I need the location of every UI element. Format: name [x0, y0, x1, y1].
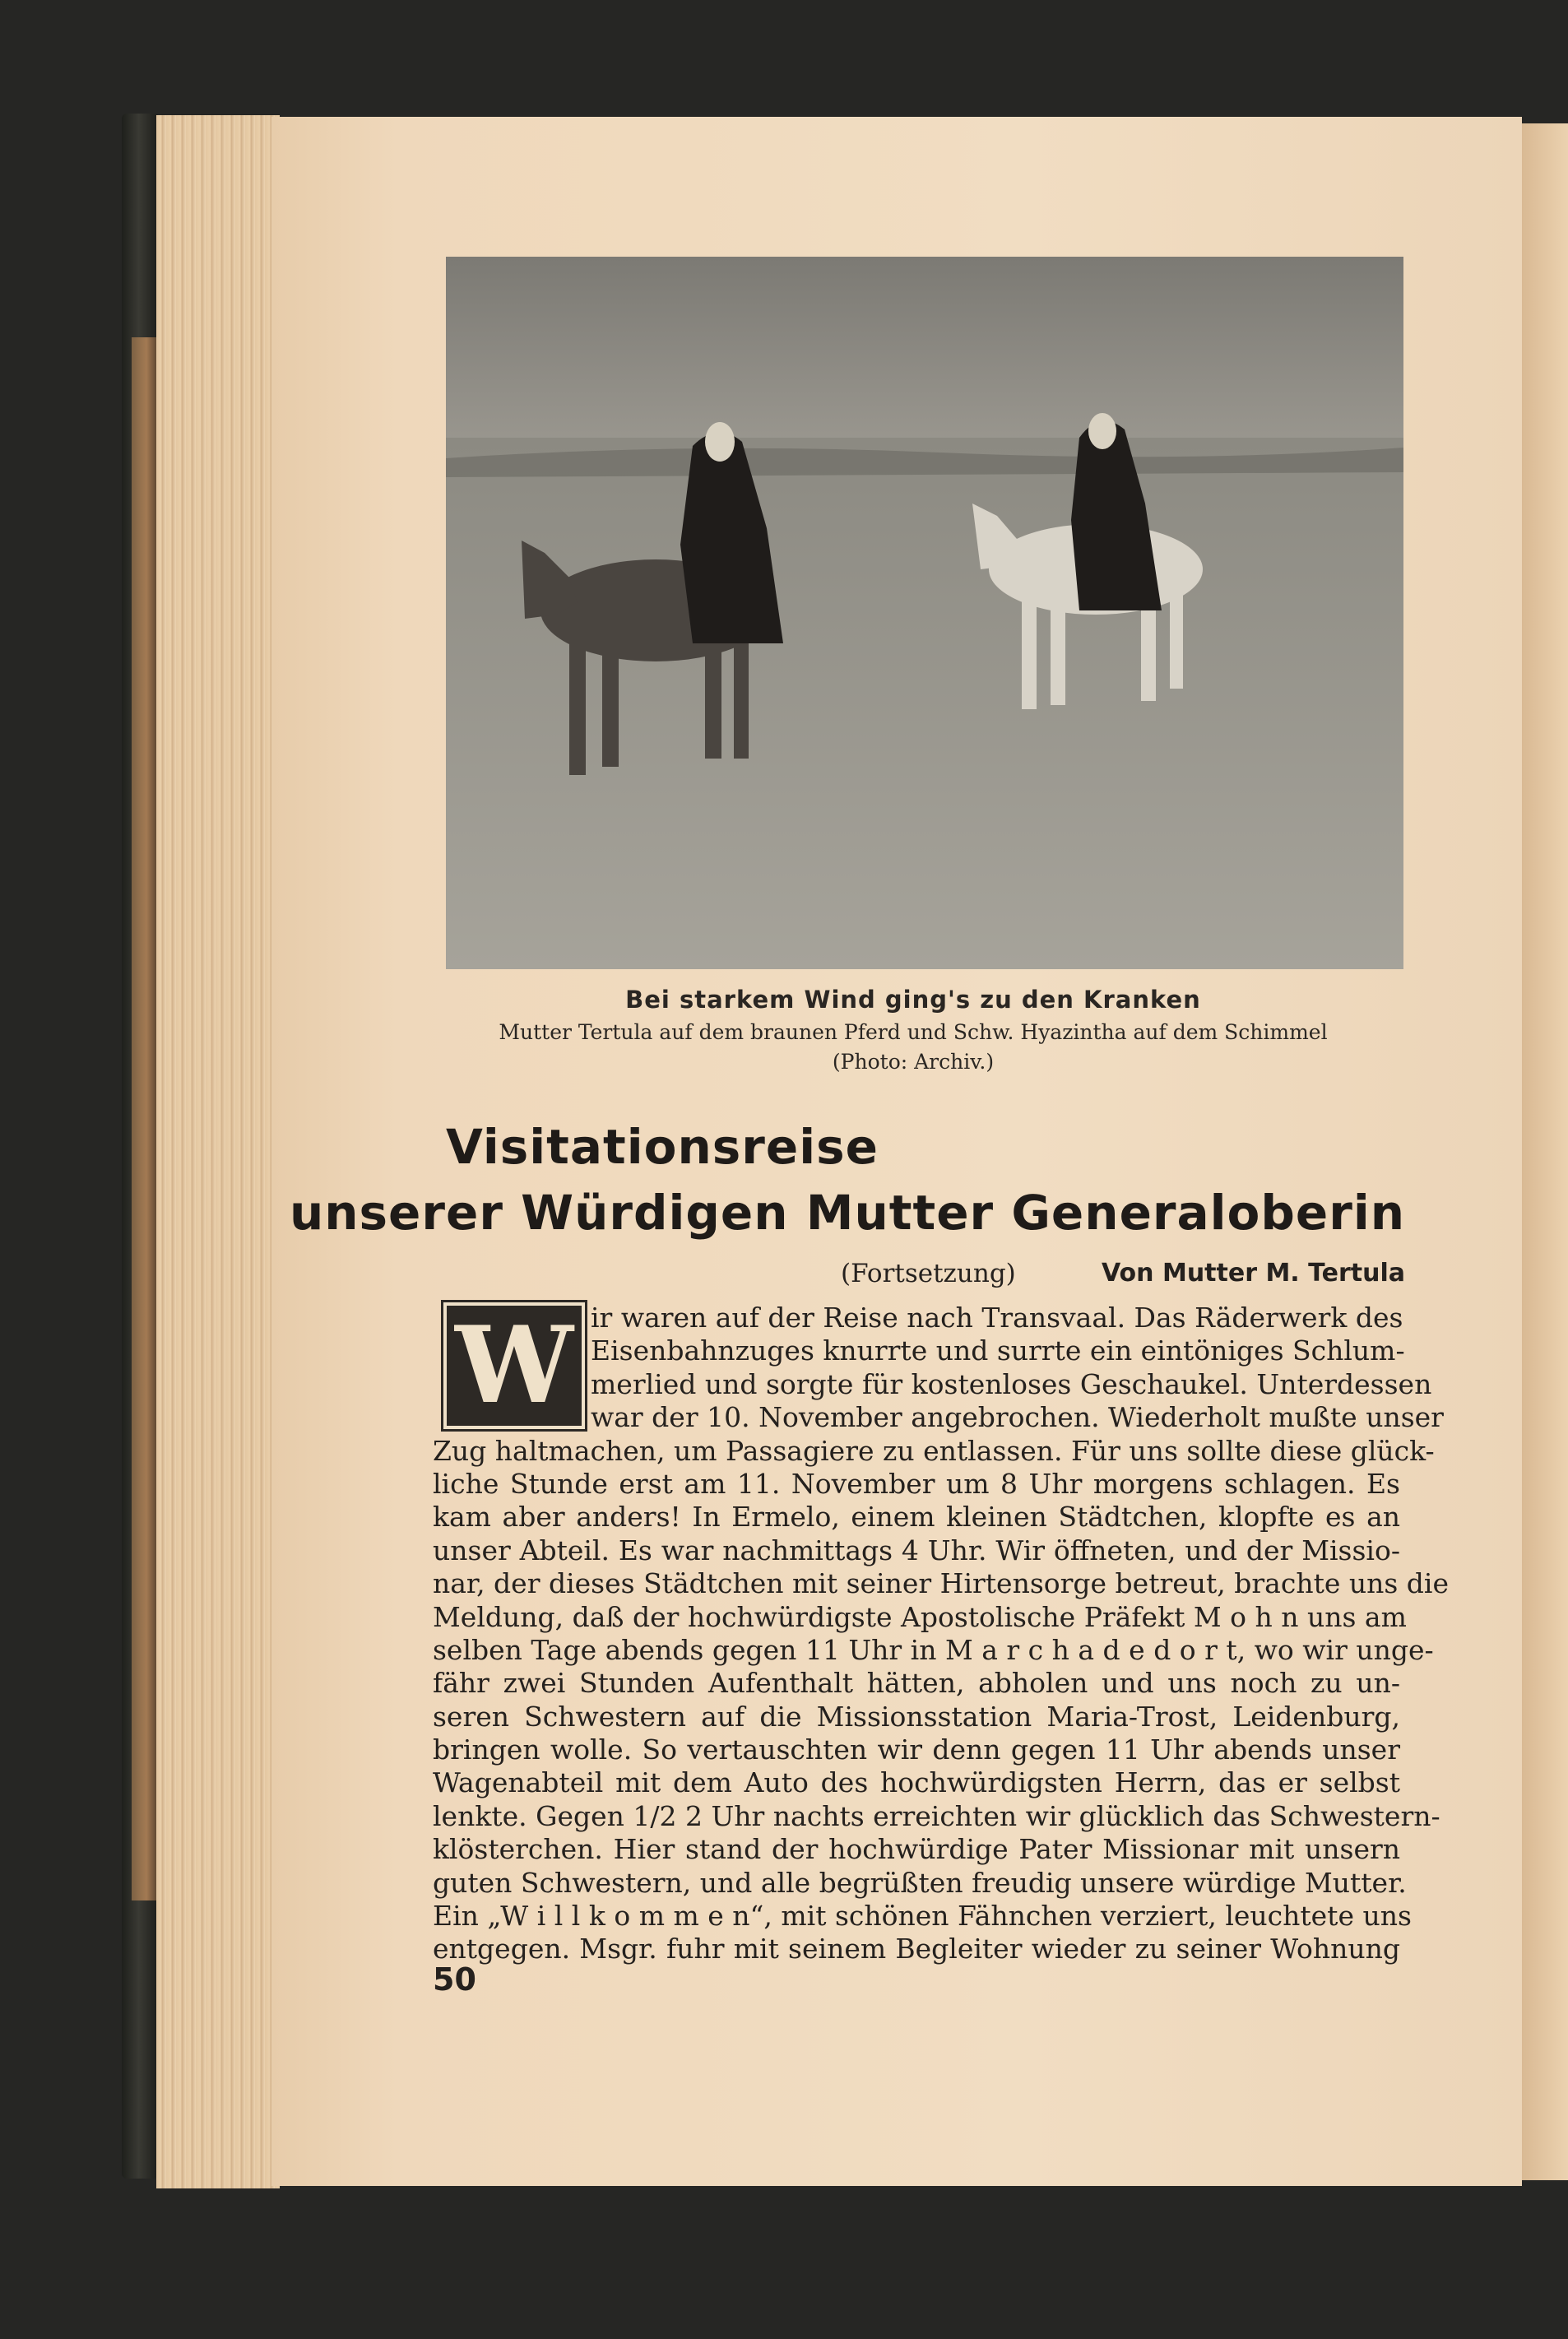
body-line: war der 10. November angebrochen. Wiederholt mußte unser — [591, 1401, 1444, 1434]
body-line: entgegen. Msgr. fuhr mit seinem Begleiter wieder zu seiner Wohnung — [433, 1933, 1400, 1965]
facing-page-edge — [1520, 123, 1568, 2180]
body-line: merlied und sorgte für kostenloses Geschaukel. Unterdessen — [591, 1367, 1432, 1400]
body-line: Eisenbahnzuges knurrte und surrte ein eintöniges Schlum- — [591, 1334, 1405, 1367]
body-line: kam aber anders! In Ermelo, einem kleinen Städtchen, klopfte es an — [433, 1501, 1400, 1534]
page-number: 50 — [433, 1961, 476, 1998]
body-line: guten Schwestern, und alle begrüßten freudig unsere würdige Mutter. — [433, 1866, 1407, 1899]
body-line: ir waren auf der Reise nach Transvaal. Das Räderwerk des — [591, 1302, 1403, 1334]
page-edges — [156, 115, 280, 2188]
body-line: liche Stunde erst am 11. November um 8 Uhr morgens schlagen. Es — [433, 1467, 1400, 1500]
body-line: nar, der dieses Städtchen mit seiner Hirtensorge betreut, brachte uns die — [433, 1567, 1449, 1600]
article-body — [433, 1302, 1449, 1966]
body-line: lenkte. Gegen 1/2 2 Uhr nachts erreichten wir glücklich das Schwestern- — [433, 1799, 1440, 1832]
body-line: unser Abteil. Es war nachmittags 4 Uhr. Wir öffneten, und der Missio- — [433, 1534, 1400, 1566]
body-line: klösterchen. Hier stand der hochwürdige Pater Missionar mit unsern — [433, 1833, 1400, 1866]
article-title-line2: unserer Würdigen Mutter Generaloberin — [289, 1185, 1405, 1241]
cover-edge — [132, 337, 156, 1900]
continuation-note: (Fortsetzung) — [841, 1259, 1016, 1288]
body-line: Zug haltmachen, um Passagiere zu entlassen. Für uns sollte diese glück- — [433, 1434, 1435, 1467]
drop-cap-initial: W — [441, 1300, 587, 1432]
body-line: Wagenabteil mit dem Auto des hochwürdigsten Herrn, das er selbst — [433, 1766, 1400, 1799]
photo-credit: (Photo: Archiv.) — [832, 1050, 995, 1074]
body-line: seren Schwestern auf die Missionsstation Maria-Trost, Leidenburg, — [433, 1700, 1400, 1733]
body-line: bringen wolle. So vertauschten wir denn gegen 11 Uhr abends unser — [433, 1733, 1400, 1766]
body-line: fähr zwei Stunden Aufenthalt hätten, abholen und uns noch zu un- — [433, 1667, 1400, 1700]
photo-nuns-on-horses — [446, 257, 1403, 969]
body-line: selben Tage abends gegen 11 Uhr in M a r c h a d e d o r t, wo wir unge- — [433, 1633, 1434, 1666]
photo-caption: Mutter Tertula auf dem braunen Pferd und Schw. Hyazintha auf dem Schimmel — [499, 1020, 1328, 1044]
body-line: Meldung, daß der hochwürdigste Apostolische Präfekt M o h n uns am — [433, 1600, 1407, 1633]
photo-illustration — [446, 257, 1403, 969]
author-byline: Von Mutter M. Tertula — [1101, 1259, 1405, 1288]
article-title-line1: Visitationsreise — [446, 1119, 879, 1175]
body-line: Ein „W i l l k o m m e n“, mit schönen Fähnchen verziert, leuchtete uns — [433, 1900, 1412, 1933]
photo-caption-title: Bei starkem Wind ging's zu den Kranken — [625, 986, 1201, 1014]
